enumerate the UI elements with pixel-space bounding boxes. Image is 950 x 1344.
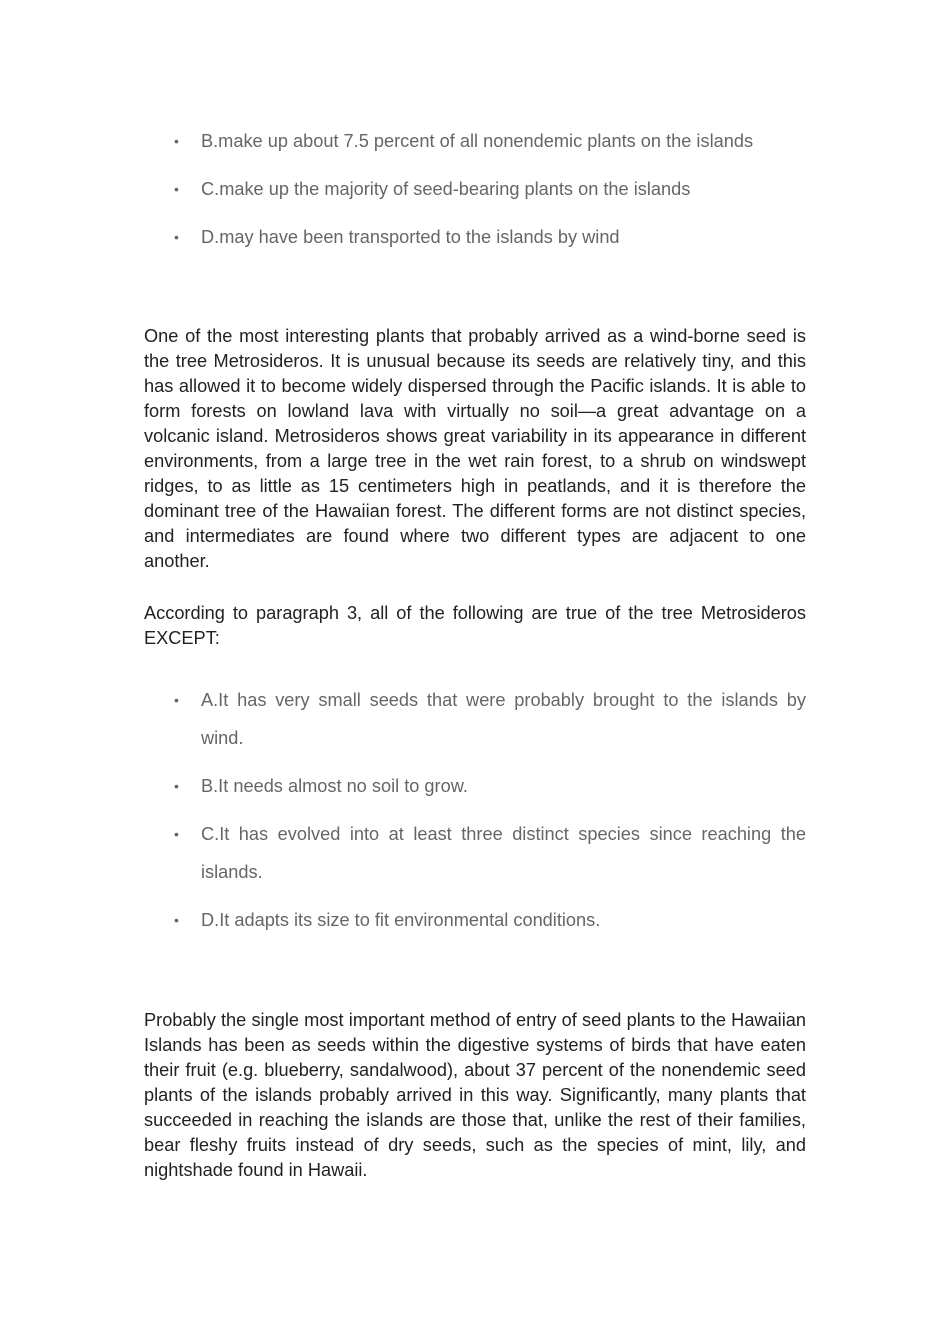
option-text: D.may have been transported to the islands by wind [201,227,620,247]
answer-options [144,681,806,949]
list-item [144,815,806,891]
bullet-icon: • [174,912,179,928]
list-item [144,218,806,256]
list-item [144,901,806,939]
option-text: B.It needs almost no soil to grow. [201,776,468,796]
paragraph-3: One of the most interesting plants that probably arrived as a wind-borne seed is the tree Metrosideros. It is unusual because its seeds are relatively tiny, and this has allowed it to become widely dispersed through the Pacific islands. It is able to form forests on lowland lava with virtually no soil—a great advantage on a volcanic island. Metrosideros shows great variability in its appearance in different environments, from a large tree in the wet rain forest, to a shrub on windswept ridges, to as little as 15 centimeters high in peatlands, and it is therefore the dominant tree of the Hawaiian forest. The different forms are not distinct species, and intermediates are found where two different types are adjacent to one another. [144,326,806,571]
option-text: C.make up the majority of seed-bearing plants on the islands [201,179,691,199]
bullet-icon: • [174,826,179,842]
list-item [144,681,806,757]
bullet-icon: • [174,692,179,708]
option-text: D.It adapts its size to fit environmental conditions. [201,910,601,930]
list-item [144,122,806,160]
list-item [144,170,806,208]
bullet-icon: • [174,778,179,794]
option-text: A.It has very small seeds that were probably brought to the islands by wind. [201,690,806,748]
paragraph-4: Probably the single most important method of entry of seed plants to the Hawaiian Islands has been as seeds within the digestive systems of birds that have eaten their fruit (e.g. blueberry, sandalwood), about 37 percent of the nonendemic seed plants of the islands probably arrived in this way. Significantly, many plants that succeeded in reaching the islands are those that, unlike the rest of their families, bear fleshy fruits instead of dry seeds, such as the species of mint, lily, and nightshade found in Hawaii. [144,1010,806,1180]
option-text: B.make up about 7.5 percent of all nonendemic plants on the islands [201,131,754,151]
question-text: According to paragraph 3, all of the following are true of the tree Metrosideros EXCEPT: [144,603,806,648]
option-text: C.It has evolved into at least three distinct species since reaching the islands. [201,824,806,882]
bullet-icon: • [174,133,179,149]
list-item [144,767,806,805]
bullet-icon: • [174,229,179,245]
answer-options-previous [144,122,806,266]
bullet-icon: • [174,181,179,197]
